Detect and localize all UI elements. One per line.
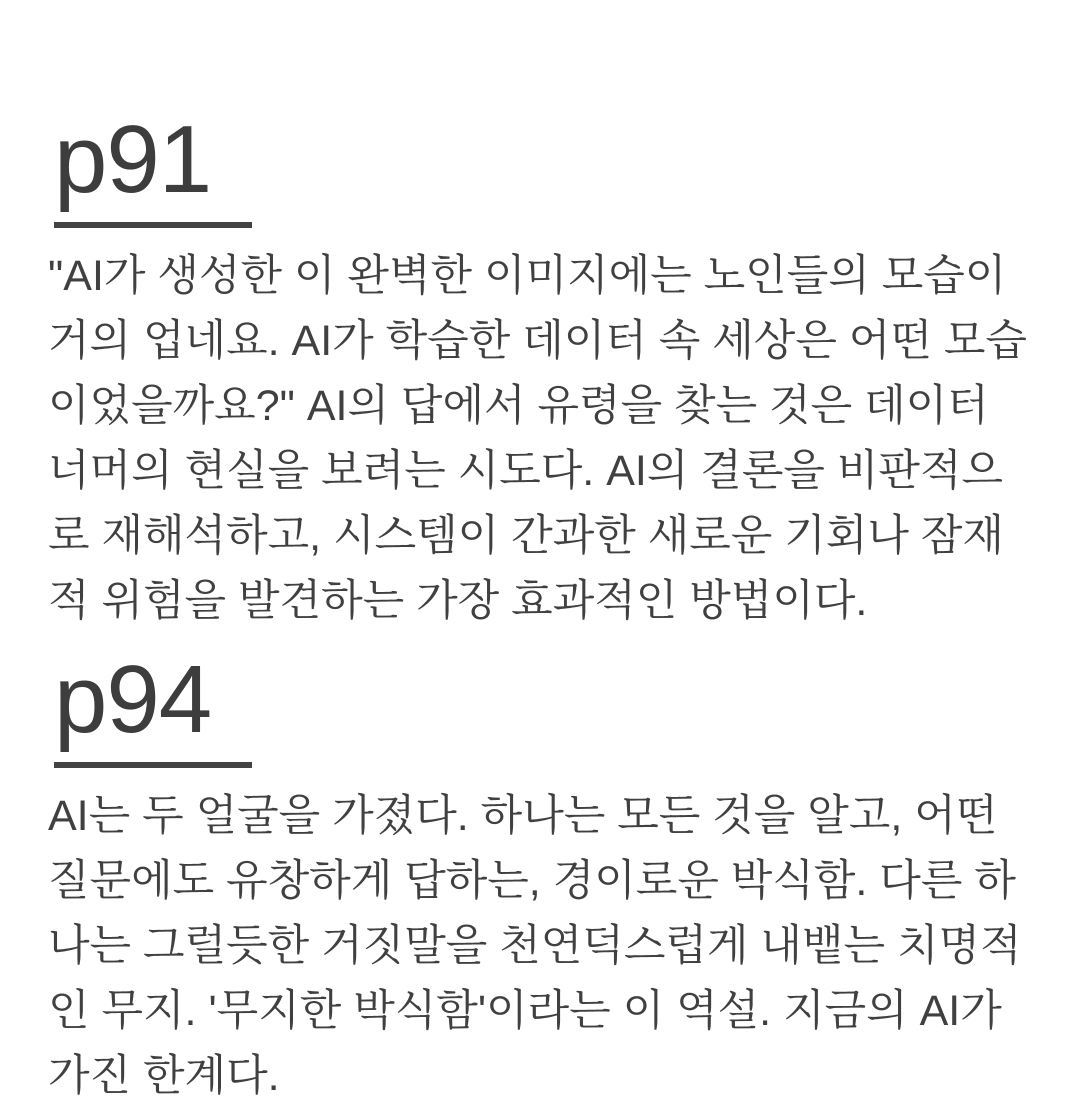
section-heading: p94 [54,646,212,753]
section-p94 [48,646,1035,1109]
section-p91 [48,106,1035,634]
heading-underline [54,222,252,228]
section-paragraph: "AI가 생성한 이 완벽한 이미지에는 노인들의 모습이 거의 업네요. AI가 학습한 데이터 속 세상은 어떤 모습이었을까요?" AI의 답에서 유령을 찾는 것은 데이터 너머의 현실을 보려는 시도다. AI의 결론을 비판적으로 재해석하고, 시스템이 간과한 새로운 기회나 잠재적 위험을 발견하는 가장 효과적인 방법이다. [48,252,1027,625]
section-heading: p91 [54,106,212,213]
section-paragraph: AI는 두 얼굴을 가졌다. 하나는 모든 것을 알고, 어떤 질문에도 유창하게 답하는, 경이로운 박식함. 다른 하나는 그럴듯한 거짓말을 천연덕스럽게 내뱉는 치명적인 무지. '무지한 박식함'이라는 이 역설. 지금의 AI가 가진 한계다. [48,792,1022,1100]
heading-underline [54,762,252,768]
